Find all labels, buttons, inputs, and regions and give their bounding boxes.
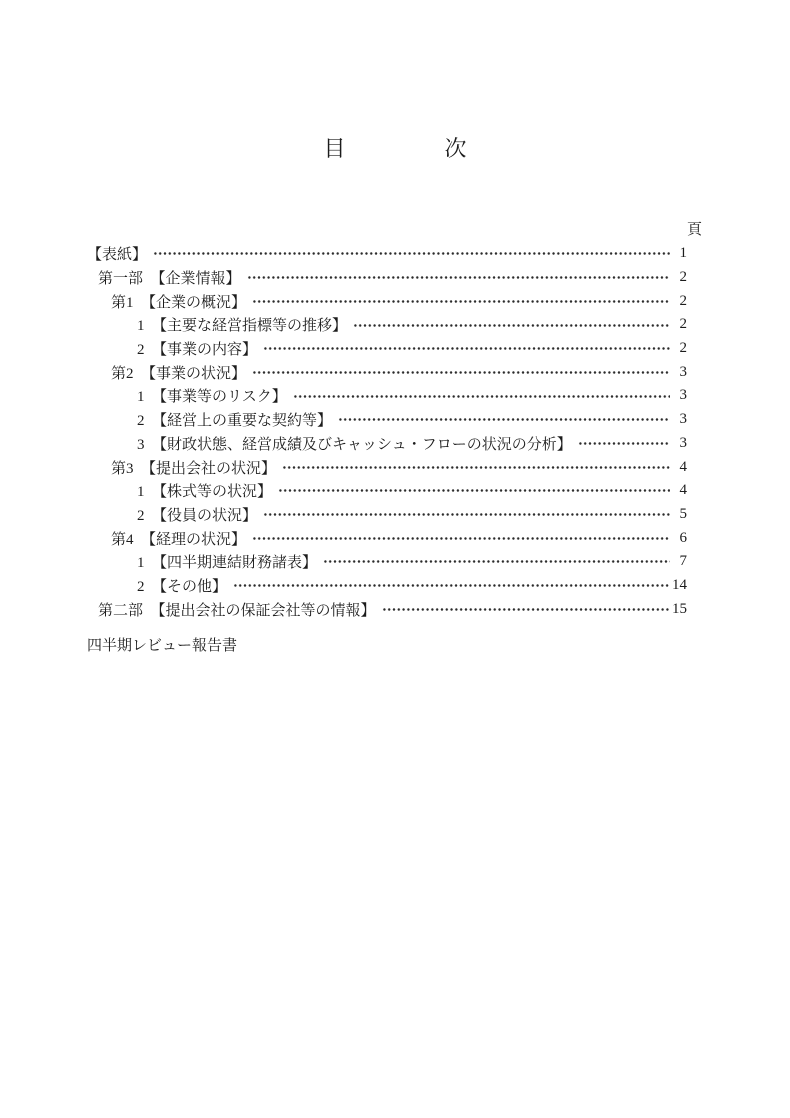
toc-entry-label: 第一部 【企業情報】: [98, 271, 241, 288]
toc-entry-page-number: 5: [679, 505, 687, 522]
toc-entry-page-number: 2: [679, 316, 687, 333]
toc-row: [87, 455, 702, 479]
toc-row: [87, 242, 702, 266]
toc-row: [87, 313, 702, 337]
toc-entry-page-number: 3: [679, 387, 687, 404]
toc-row: [87, 266, 702, 290]
page-column-header: 頁: [686, 222, 702, 238]
dotted-leader: [353, 313, 670, 337]
toc-row: [87, 360, 702, 384]
page-title: [0, 136, 790, 162]
toc-entry-label: 第4 【経理の状況】: [111, 531, 247, 548]
toc-entry-label: 第1 【企業の概況】: [111, 294, 247, 311]
toc-entry-page-number: 2: [679, 292, 687, 309]
dotted-leader: [578, 432, 670, 456]
dotted-leader: [338, 408, 670, 432]
toc-entry-page-number: 3: [679, 434, 687, 451]
toc-row: [87, 550, 702, 574]
toc-row: [87, 597, 702, 621]
dotted-leader: [153, 242, 670, 266]
toc-row: [87, 289, 702, 313]
toc-entry-label: 1 【株式等の状況】: [137, 484, 273, 501]
dotted-leader: [252, 526, 670, 550]
toc-entry-label: 2 【経営上の重要な契約等】: [137, 413, 333, 430]
toc-entry-label: 2 【事業の内容】: [137, 342, 258, 359]
toc-entry-label: 第3 【提出会社の状況】: [111, 460, 277, 477]
toc-entry-label: 第2 【事業の状況】: [111, 365, 247, 382]
toc-row: [87, 432, 702, 456]
toc-entry-page-number: 4: [679, 458, 687, 475]
toc-row: [87, 408, 702, 432]
toc-entry-label: 第二部 【提出会社の保証会社等の情報】: [98, 602, 376, 619]
toc-row: [87, 526, 702, 550]
dotted-leader: [382, 597, 670, 621]
dotted-leader: [263, 337, 670, 361]
dotted-leader: [252, 360, 670, 384]
toc-entry-page-number: 4: [679, 482, 687, 499]
toc-entry-page-number: 14: [672, 576, 687, 593]
toc-entry-page-number: 7: [679, 553, 687, 570]
toc-entry-label: 3 【財政状態、経営成績及びキャッシュ・フローの状況の分析】: [137, 436, 572, 453]
toc-row: [87, 574, 702, 598]
toc-entry-page-number: 1: [679, 245, 687, 262]
toc-list: [87, 242, 702, 621]
dotted-leader: [263, 503, 670, 527]
page-title-left-char: 目: [323, 136, 346, 161]
toc-row: [87, 479, 702, 503]
page-title-right-char: 次: [444, 136, 467, 161]
dotted-leader: [278, 479, 670, 503]
toc-entry-label: 2 【その他】: [137, 578, 228, 595]
toc-entry-page-number: 15: [672, 600, 687, 617]
dotted-leader: [323, 550, 670, 574]
dotted-leader: [282, 455, 670, 479]
dotted-leader: [252, 289, 670, 313]
toc-entry-label: 1 【四半期連結財務諸表】: [137, 555, 318, 572]
toc-entry-label: 【表紙】: [87, 247, 148, 264]
toc-entry-page-number: 2: [679, 340, 687, 357]
toc-entry-page-number: 3: [679, 363, 687, 380]
toc-row: [87, 503, 702, 527]
toc-row: [87, 337, 702, 361]
toc-content: [87, 218, 702, 658]
toc-entry-label: 1 【主要な経営指標等の推移】: [137, 318, 348, 335]
dotted-leader: [247, 266, 670, 290]
toc-row: [87, 384, 702, 408]
footer-label: 四半期レビュー報告書: [87, 638, 238, 654]
toc-entry-page-number: 2: [679, 269, 687, 286]
dotted-leader: [293, 384, 670, 408]
dotted-leader: [233, 574, 670, 598]
toc-entry-page-number: 3: [679, 411, 687, 428]
toc-entry-label: 2 【役員の状況】: [137, 507, 258, 524]
toc-entry-label: 1 【事業等のリスク】: [137, 389, 287, 406]
toc-entry-page-number: 6: [679, 529, 687, 546]
